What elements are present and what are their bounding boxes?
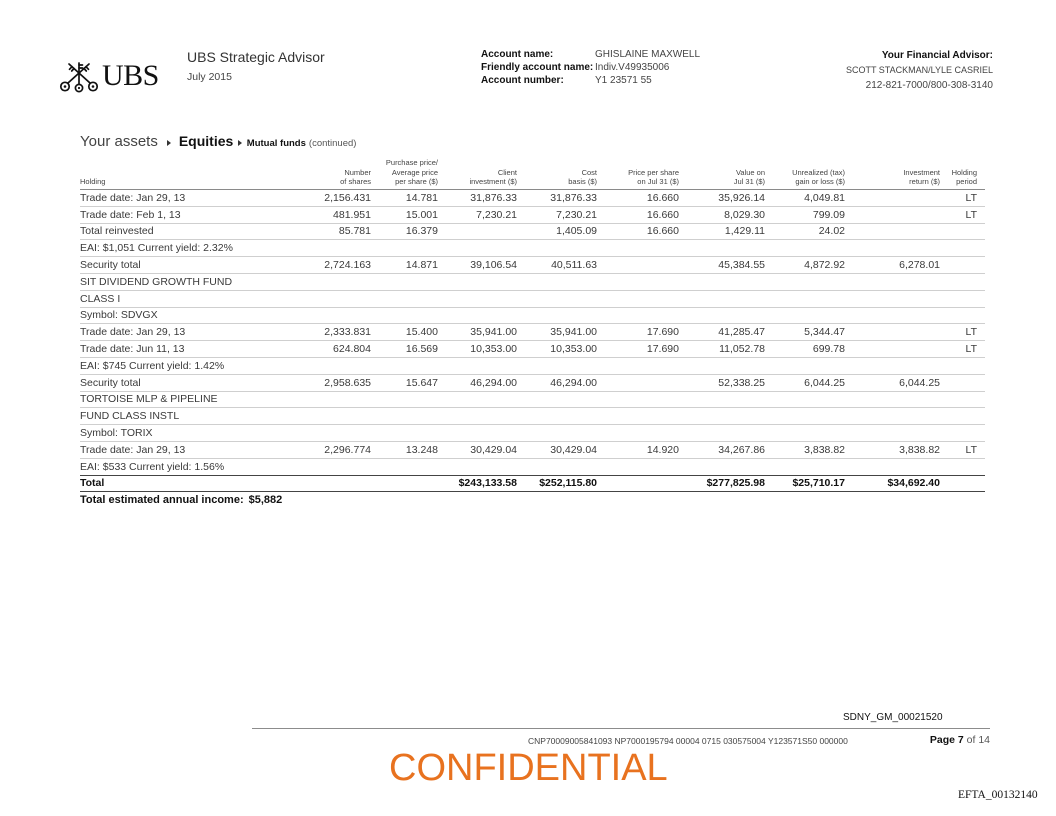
cost-basis-cell: 7,230.21 [556,208,597,221]
client-investment-cell: 46,294.00 [470,376,517,389]
footer-divider [252,728,990,729]
holding-cell: Trade date: Jan 29, 13 [80,326,186,339]
value-cell: 1,429.11 [724,225,765,238]
row-label: Symbol: SDVGX [80,309,158,322]
shares-cell: 624.804 [333,343,371,356]
breadcrumb [80,133,356,150]
statement-period: July 2015 [187,71,232,83]
table-row [80,224,985,241]
value-cell: 8,029.30 [724,208,765,221]
triangle-right-icon [238,140,242,146]
account-name-value: GHISLAINE MAXWELL [595,49,701,60]
table-note-row [80,425,985,442]
holding-cell: Security total [80,259,141,272]
page-of: of 14 [966,734,990,746]
page-number [930,734,990,747]
friendly-account-name-value: Indiv.V49935006 [595,62,670,73]
cost-basis-cell: 35,941.00 [550,326,597,339]
row-label: EAI: $533 Current yield: 1.56% [80,460,225,473]
table-note-row [80,240,985,257]
holding-cell: Trade date: Jun 11, 13 [80,343,185,356]
value-cell: $277,825.98 [706,477,765,490]
client-investment-cell: $243,133.58 [458,477,517,490]
holding-period-cell: LT [965,191,977,204]
holding-cell: Total [80,477,105,490]
holding-period-cell: LT [965,326,977,339]
purchase-price-cell: 13.248 [405,443,438,456]
product-name: UBS Strategic Advisor [187,49,325,65]
value-cell: 11,052.78 [719,343,765,356]
price-per-share-cell: 17.690 [646,326,679,339]
column-header-cost-basis: Cost basis ($) [568,167,597,187]
client-investment-cell: 31,876.33 [470,191,517,204]
purchase-price-cell: 16.569 [405,343,438,356]
table-note-row [80,274,985,291]
table-row [80,257,985,274]
table-row [80,375,985,392]
value-cell: 41,285.47 [718,326,765,339]
holding-cell: Security total [80,376,141,389]
shares-cell: 85.781 [338,225,371,238]
cost-basis-cell: 31,876.33 [550,191,597,204]
confidential-stamp: CONFIDENTIAL [389,747,668,789]
shares-cell: 2,296.774 [324,443,371,456]
page-label: Page 7 [929,734,964,746]
account-number-label: Account number: [481,75,564,86]
cost-basis-cell: 40,511.63 [551,259,597,272]
purchase-price-cell: 14.871 [405,259,438,272]
advisor-label: Your Financial Advisor: [881,49,993,61]
holding-cell: Total reinvested [80,225,154,238]
cost-basis-cell: 10,353.00 [550,343,597,356]
table-body [80,190,985,475]
table-note-row [80,291,985,308]
unrealized-gain-loss-cell: 6,044.25 [804,376,845,389]
account-info [481,48,700,87]
row-label: CLASS I [80,292,121,305]
breadcrumb-your-assets: Your assets [80,133,158,150]
holding-period-cell: LT [965,208,977,221]
shares-cell: 2,958.635 [324,376,371,389]
account-number-value: Y1 23571 55 [595,75,652,86]
financial-advisor-info [846,48,993,93]
row-label: EAI: $745 Current yield: 1.42% [80,359,225,372]
price-per-share-cell: 16.660 [646,225,679,238]
row-label: Symbol: TORIX [80,427,153,440]
holding-cell: Trade date: Jan 29, 13 [80,191,186,204]
cost-basis-cell: 46,294.00 [550,376,597,389]
breadcrumb-equities: Equities [178,133,234,149]
account-name-label: Account name: [481,49,554,60]
ubs-wordmark: UBS [102,59,159,92]
holding-cell: Trade date: Jan 29, 13 [80,443,186,456]
advisor-names: SCOTT STACKMAN/LYLE CASRIEL [845,64,993,75]
shares-cell: 2,333.831 [324,326,371,339]
efta-number: EFTA_00132140 [958,789,1038,801]
value-cell: 52,338.25 [718,376,765,389]
ubs-keys-icon [58,61,100,93]
investment-return-cell: 6,278.01 [899,259,940,272]
grand-total-row [80,475,985,492]
row-label: FUND CLASS INSTL [80,410,180,423]
shares-cell: 2,156.431 [324,191,371,204]
row-label: SIT DIVIDEND GROWTH FUND [80,275,233,288]
income-value: $5,882 [248,493,283,506]
income-label: Total estimated annual income: [80,493,244,506]
value-cell: 45,384.55 [718,259,765,272]
column-header-unrealized-gain-loss: Unrealized (tax) gain or loss ($) [792,167,845,187]
client-investment-cell: 10,353.00 [470,343,517,356]
cost-basis-cell: 1,405.09 [556,225,597,238]
table-total [80,475,985,492]
price-per-share-cell: 16.660 [646,191,679,204]
unrealized-gain-loss-cell: $25,710.17 [792,477,845,490]
table-row [80,324,985,341]
breadcrumb-continued-note: (continued) [308,138,357,149]
column-header-value: Value on Jul 31 ($) [733,167,765,187]
estimated-annual-income [80,492,985,509]
bates-number: SDNY_GM_00021520 [843,712,943,723]
cost-basis-cell: $252,115.80 [539,477,597,490]
client-investment-cell: 7,230.21 [476,208,517,221]
shares-cell: 481.951 [333,208,371,221]
table-note-row [80,308,985,325]
table-row [80,442,985,459]
investment-return-cell: $34,692.40 [887,477,940,490]
triangle-right-icon [167,140,171,146]
unrealized-gain-loss-cell: 24.02 [818,225,845,238]
purchase-price-cell: 15.647 [405,376,438,389]
holding-cell: Trade date: Feb 1, 13 [80,208,181,221]
advisor-phone: 212-821-7000/800-308-3140 [865,79,993,91]
column-header-purchase-price: Purchase price/ Average price per share ($) [385,158,438,187]
holding-period-cell: LT [965,443,977,456]
table-header [80,156,985,190]
purchase-price-cell: 16.379 [405,225,438,238]
unrealized-gain-loss-cell: 5,344.47 [804,326,845,339]
price-per-share-cell: 16.660 [646,208,679,221]
table-note-row [80,459,985,475]
shares-cell: 2,724.163 [324,259,371,272]
document-code-line: CNP70009005841093 NP7000195794 00004 0715 030575004 Y123571S50 000000 [528,736,848,746]
value-cell: 35,926.14 [718,191,765,204]
unrealized-gain-loss-cell: 4,872.92 [804,259,845,272]
column-header-holding-period: Holding period [951,167,977,187]
breadcrumb-mutual-funds: Mutual funds [246,138,306,149]
table-row [80,207,985,224]
client-investment-cell: 39,106.54 [470,259,517,272]
table-row [80,341,985,358]
unrealized-gain-loss-cell: 799.09 [812,208,845,221]
friendly-account-name-label: Friendly account name: [481,62,594,73]
column-header-shares: Number of shares [340,167,371,187]
holding-period-cell: LT [965,343,977,356]
column-header-investment-return: Investment return ($) [903,167,940,187]
table-note-row [80,358,985,375]
purchase-price-cell: 15.001 [405,208,438,221]
value-cell: 34,267.86 [718,443,765,456]
column-header-price-per-share: Price per share on Jul 31 ($) [628,167,679,187]
unrealized-gain-loss-cell: 699.78 [812,343,845,356]
unrealized-gain-loss-cell: 3,838.82 [804,443,845,456]
price-per-share-cell: 14.920 [646,443,679,456]
cost-basis-cell: 30,429.04 [550,443,597,456]
purchase-price-cell: 15.400 [405,326,438,339]
table-row [80,190,985,207]
column-header-holding: Holding [80,177,106,187]
purchase-price-cell: 14.781 [405,191,438,204]
table-note-row [80,408,985,425]
table-note-row [80,392,985,409]
client-investment-cell: 35,941.00 [470,326,517,339]
column-header-client-investment: Client investment ($) [469,167,517,187]
price-per-share-cell: 17.690 [646,343,679,356]
client-investment-cell: 30,429.04 [470,443,517,456]
investment-return-cell: 3,838.82 [899,443,940,456]
holdings-table [80,190,985,509]
unrealized-gain-loss-cell: 4,049.81 [804,191,845,204]
row-label: EAI: $1,051 Current yield: 2.32% [80,242,233,255]
investment-return-cell: 6,044.25 [899,376,940,389]
row-label: TORTOISE MLP & PIPELINE [80,393,218,406]
